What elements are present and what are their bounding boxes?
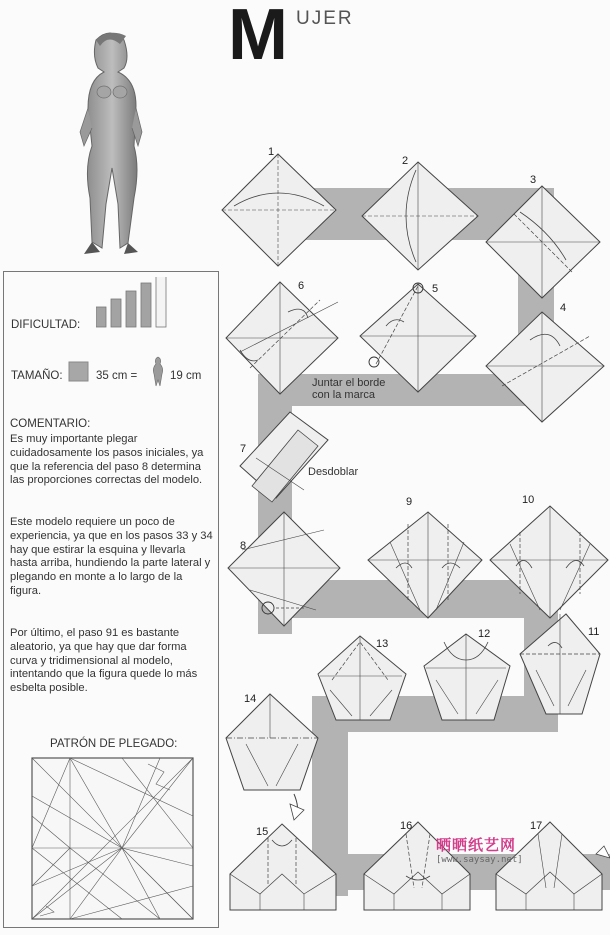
step-number: 6: [298, 280, 305, 292]
comment-label: COMENTARIO:: [10, 418, 91, 430]
size-label: TAMAÑO:: [11, 370, 63, 382]
difficulty-bar: [156, 277, 166, 327]
step-number: 14: [244, 693, 257, 705]
crease-pattern: [30, 756, 196, 922]
step-number: 1: [268, 146, 275, 158]
paper-size: 35 cm =: [96, 370, 138, 382]
watermark-url: [www.saysay.net]: [436, 855, 523, 865]
step-number: 7: [240, 443, 247, 455]
crease-pattern-label: PATRÓN DE PLEGADO:: [50, 738, 178, 750]
note-desdoblar: Desdoblar: [308, 466, 359, 478]
step-number: 17: [530, 820, 543, 832]
step-number: 16: [400, 820, 413, 832]
step-number: 4: [560, 302, 567, 314]
title-rest: UJER: [296, 8, 354, 29]
finished-model-photo: [66, 28, 158, 264]
difficulty-label: DIFICULTAD:: [11, 319, 81, 331]
note-juntar-line-1: Juntar el borde: [312, 377, 386, 389]
difficulty-bars: [96, 277, 176, 329]
folding-diagram: [220, 140, 610, 935]
comment-paragraph-2: Este modelo requiere un poco de experiencia, ya que en los pasos 33 y 34 hay que estirar la esquina y llevarla hasta arriba, hundiendo la parte lateral y plegando en monte a lo largo de la figura.: [10, 516, 213, 597]
title-initial: M: [228, 0, 286, 75]
step-number: 2: [402, 155, 409, 167]
note-juntar-line-2: con la marca: [312, 389, 375, 401]
difficulty-bar: [96, 307, 106, 327]
step-number: 9: [406, 496, 413, 508]
step-number: 12: [478, 628, 491, 640]
difficulty-bar: [111, 299, 121, 327]
step-7-diagram: [240, 412, 328, 502]
paper-square-icon: [68, 361, 90, 383]
comment-paragraph-1: Es muy importante plegar cuidadosamente los pasos iniciales, ya que la referencia del paso 8 determina las proporciones correctas del modelo.: [10, 433, 204, 487]
comment-paragraph-3: Por último, el paso 91 es bastante aleatorio, ya que hay que dar forma curva y tridimensional al modelo, intentando que la figura quede lo más esbelta posible.: [10, 627, 198, 695]
step-14-diagram: [226, 694, 318, 820]
step-number: 10: [522, 494, 535, 506]
info-box: [3, 271, 219, 928]
step-number: 11: [588, 626, 600, 638]
step-number: 8: [240, 540, 247, 552]
difficulty-bar: [141, 283, 151, 327]
step-number: 13: [376, 638, 389, 650]
watermark: [436, 834, 540, 865]
step-number: 5: [432, 283, 439, 295]
watermark-brand: 晒晒纸艺网: [436, 836, 517, 854]
step-1-diagram: [222, 154, 336, 266]
step-number: 3: [530, 174, 537, 186]
model-silhouette-icon: [150, 356, 166, 388]
step-number: 15: [256, 826, 269, 838]
step-13-diagram: [318, 636, 406, 720]
model-size: 19 cm: [170, 370, 202, 382]
difficulty-bar: [126, 291, 136, 327]
step-2-diagram: [362, 162, 478, 270]
